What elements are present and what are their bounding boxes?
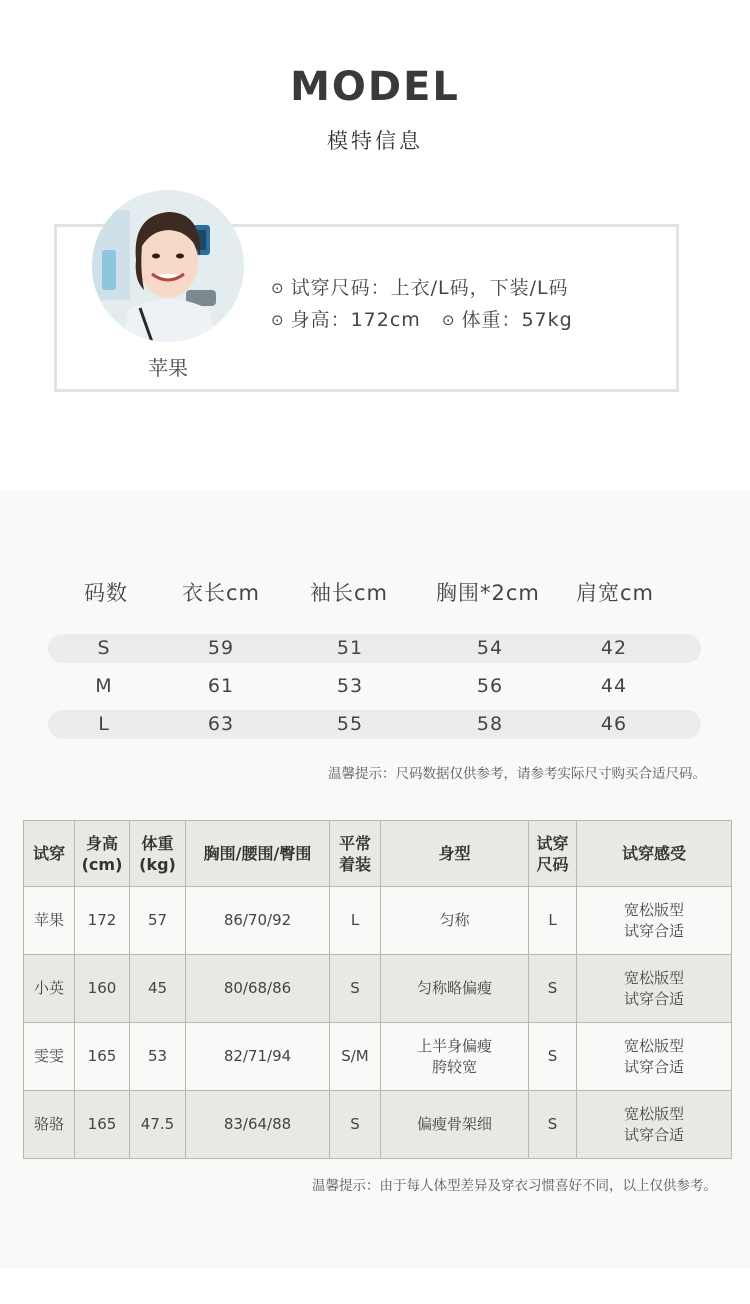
fit-row xyxy=(24,1091,732,1159)
fit-cell-weight: 45 xyxy=(130,955,186,1023)
fit-header-cell: 试穿 尺码 xyxy=(529,821,577,887)
fit-row xyxy=(24,887,732,955)
fit-header-row xyxy=(24,821,732,887)
fit-cell-feel: 宽松版型 试穿合适 xyxy=(577,1091,732,1159)
size-header-chest: 胸围*2cm xyxy=(436,581,540,605)
fit-cell-bwh: 80/68/86 xyxy=(186,955,330,1023)
circle-dot-icon: ⊙ xyxy=(441,311,456,329)
fit-cell-feel: 宽松版型 试穿合适 xyxy=(577,1023,732,1091)
fit-header-cell: 身高 (cm) xyxy=(75,821,130,887)
model-weight: 体重：57kg xyxy=(461,309,573,331)
fit-row xyxy=(24,1023,732,1091)
size-cell: 54 xyxy=(476,637,504,659)
fit-cell-height: 172 xyxy=(75,887,130,955)
fit-cell-size: S xyxy=(529,955,577,1023)
fit-row xyxy=(24,955,732,1023)
fit-cell-usual: S/M xyxy=(330,1023,381,1091)
fit-cell-bwh: 82/71/94 xyxy=(186,1023,330,1091)
fit-cell-body: 上半身偏瘦 胯较宽 xyxy=(381,1023,529,1091)
size-cell: 63 xyxy=(207,713,235,735)
fit-cell-feel: 宽松版型 试穿合适 xyxy=(577,887,732,955)
model-measure-line xyxy=(271,305,573,332)
fit-header-cell: 试穿 xyxy=(24,821,75,887)
model-try-size-line xyxy=(271,273,569,300)
size-cell: 46 xyxy=(600,713,628,735)
size-cell: 55 xyxy=(336,713,364,735)
fit-cell-usual: L xyxy=(330,887,381,955)
size-cell: 59 xyxy=(207,637,235,659)
model-name: 苹果 xyxy=(148,356,188,380)
fit-cell-bwh: 86/70/92 xyxy=(186,887,330,955)
model-try-size: 试穿尺码：上衣/L码，下装/L码 xyxy=(290,277,569,299)
fit-cell-weight: 57 xyxy=(130,887,186,955)
fit-cell-usual: S xyxy=(330,955,381,1023)
fit-header-cell: 体重 (kg) xyxy=(130,821,186,887)
fit-cell-body: 匀称 xyxy=(381,887,529,955)
size-cell: M xyxy=(95,675,113,697)
fit-cell-height: 165 xyxy=(75,1091,130,1159)
size-cell: 61 xyxy=(207,675,235,697)
size-cell: 51 xyxy=(336,637,364,659)
size-header-shoulder: 肩宽cm xyxy=(576,581,655,605)
fit-cell-size: S xyxy=(529,1091,577,1159)
model-photo xyxy=(92,190,244,342)
size-cell: 42 xyxy=(600,637,628,659)
fit-header-cell: 身型 xyxy=(381,821,529,887)
model-height: 身高：172cm xyxy=(290,309,421,331)
fit-header-cell: 试穿感受 xyxy=(577,821,732,887)
fit-cell-weight: 53 xyxy=(130,1023,186,1091)
fit-cell-weight: 47.5 xyxy=(130,1091,186,1159)
fit-header-cell: 平常 着装 xyxy=(330,821,381,887)
size-cell: S xyxy=(97,637,111,659)
fit-cell-usual: S xyxy=(330,1091,381,1159)
size-cell: 53 xyxy=(336,675,364,697)
model-title: MODEL xyxy=(290,64,460,110)
circle-dot-icon: ⊙ xyxy=(271,311,285,329)
fit-cell-feel: 宽松版型 试穿合适 xyxy=(577,955,732,1023)
fit-cell-body: 匀称略偏瘦 xyxy=(381,955,529,1023)
fit-cell-size: S xyxy=(529,1023,577,1091)
circle-dot-icon: ⊙ xyxy=(271,279,285,297)
fit-cell-name: 雯雯 xyxy=(24,1023,75,1091)
fit-cell-name: 骆骆 xyxy=(24,1091,75,1159)
fit-cell-body: 偏瘦骨架细 xyxy=(381,1091,529,1159)
fit-cell-bwh: 83/64/88 xyxy=(186,1091,330,1159)
size-cell: 56 xyxy=(476,675,504,697)
size-note: 温馨提示：尺码数据仅供参考，请参考实际尺寸购买合适尺码。 xyxy=(328,766,706,782)
size-cell: 44 xyxy=(600,675,628,697)
size-header-sleeve: 袖长cm xyxy=(310,581,389,605)
model-avatar xyxy=(92,190,244,342)
fit-table xyxy=(23,820,732,1159)
size-header-length: 衣长cm xyxy=(182,581,261,605)
fit-cell-height: 165 xyxy=(75,1023,130,1091)
fit-cell-name: 苹果 xyxy=(24,887,75,955)
fit-cell-height: 160 xyxy=(75,955,130,1023)
model-subtitle: 模特信息 xyxy=(327,129,423,153)
fit-header-cell: 胸围/腰围/臀围 xyxy=(186,821,330,887)
fit-cell-name: 小英 xyxy=(24,955,75,1023)
fit-cell-size: L xyxy=(529,887,577,955)
size-header-code: 码数 xyxy=(84,581,128,605)
size-cell: 58 xyxy=(476,713,504,735)
size-cell: L xyxy=(98,713,110,735)
fit-note: 温馨提示：由于每人体型差异及穿衣习惯喜好不同，以上仅供参考。 xyxy=(312,1178,717,1194)
